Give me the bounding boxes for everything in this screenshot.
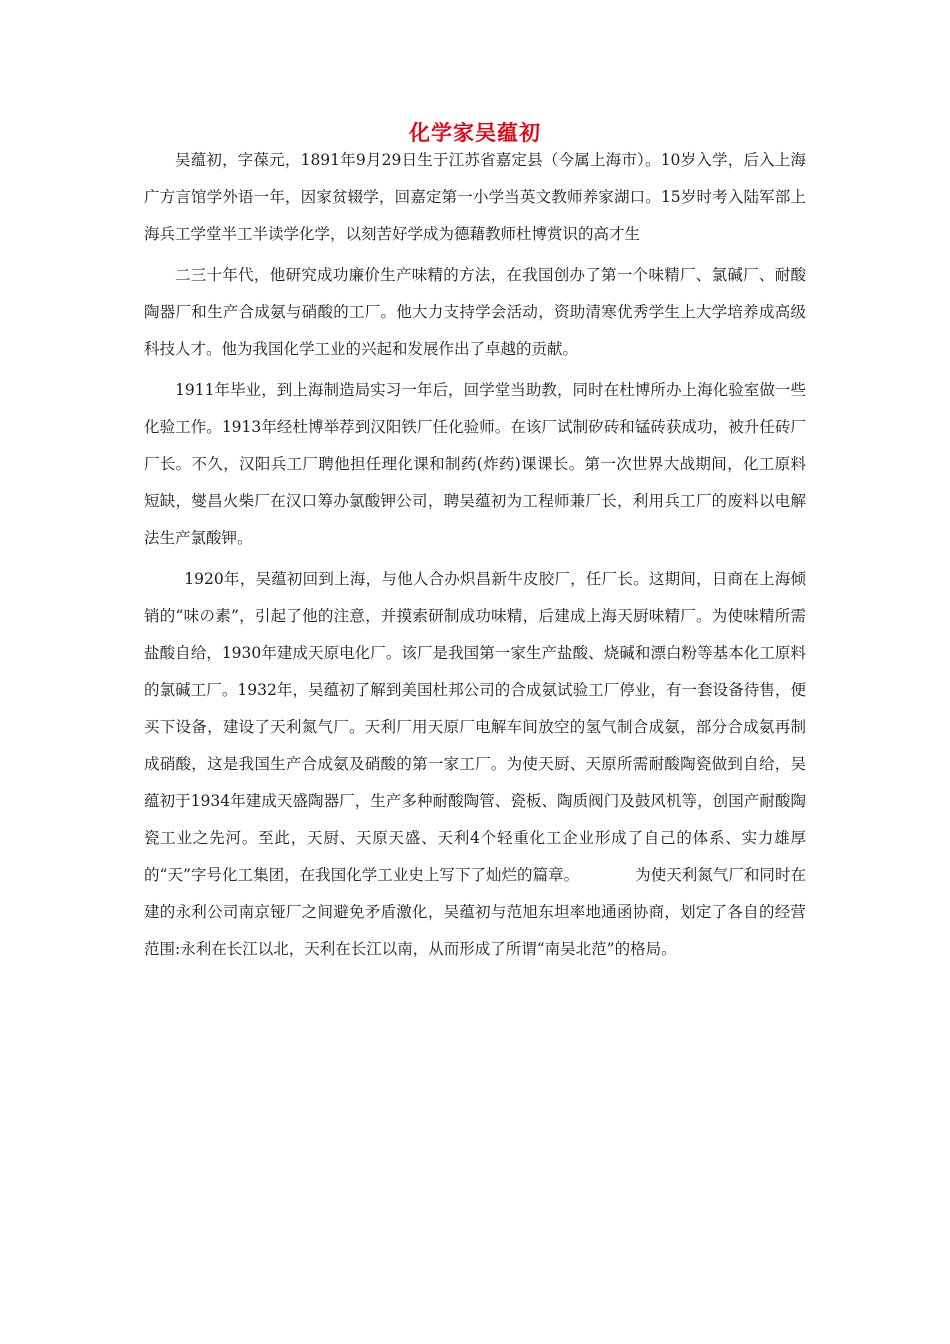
paragraph-early-life: 吴蕴初，字葆元，1891年9月29日生于江苏省嘉定县（今属上海市）。10岁入学，后入上海广方言馆学外语一年，因家贫辍学，回嘉定第一小学当英文教师养家湖口。15岁时考入陆军部上海兵工学堂半工半读学化学，以刻苦好学成为德藉教师杜博赏识的高才生 <box>144 151 806 243</box>
document-page <box>144 118 806 968</box>
paragraph-career-start: 1911年毕业，到上海制造局实习一年后，回学堂当助教，同时在杜博所办上海化验室做一些化验工作。1913年经杜博举荐到汉阳铁厂任化验师。在该厂试制矽砖和锰砖获成功，被升任砖厂厂长。不久，汉阳兵工厂聘他担任理化课和制药(炸药)课课长。第一次世界大战期间，化工原料短缺，燮昌火柴厂在汉口筹办氯酸钾公司，聘吴蕴初为工程师兼厂长，利用兵工厂的废料以电解法生产氯酸钾。 <box>144 381 806 547</box>
paragraph-tian-group <box>144 561 806 968</box>
paragraph-south-wu-north-fan: 为使天利氮气厂和同时在建的永利公司南京铔厂之间避免矛盾激化，吴蕴初与范旭东坦率地通函协商，划定了各自的经营范围:永利在长江以北，天利在长江以南，从而形成了所谓“南吴北范”的格局。 <box>144 866 806 958</box>
paragraph-achievements: 二三十年代，他研究成功廉价生产味精的方法，在我国创办了第一个味精厂、氯碱厂、耐酸陶器厂和生产合成氨与硝酸的工厂。他大力支持学会活动，资助清寒优秀学生上大学培养成高级科技人才。他为我国化学工业的兴起和发展作出了卓越的贡献。 <box>144 266 806 358</box>
document-title: 化学家吴蕴初 <box>409 121 541 145</box>
paragraph-tian-group-text: 1920年，吴蕴初回到上海，与他人合办炽昌新牛皮胶厂，任厂长。这期间，日商在上海倾销的“味の素”，引起了他的注意，并摸索研制成功味精，后建成上海天厨味精厂。为使味精所需盐酸自给，1930年建成天原电化厂。该厂是我国第一家生产盐酸、烧碱和漂白粉等基本化工原料的氯碱工厂。1932年，吴蕴初了解到美国杜邦公司的合成氨试验工厂停业，有一套设备待售，便买下设备，建设了天利氮气厂。天利厂用天原厂电解车间放空的氢气制合成氨，部分合成氨再制成硝酸，这是我国生产合成氨及硝酸的第一家工厂。为使天厨、天原所需耐酸陶瓷做到自给，吴蕴初于1934年建成天盛陶器厂，生产多种耐酸陶管、瓷板、陶质阀门及鼓风机等，创国产耐酸陶瓷工业之先河。至此，天厨、天原天盛、天利4个轻重化工企业形成了自己的体系、实力雄厚的“天”字号化工集团，在我国化学工业史上写下了灿烂的篇章。 <box>144 570 806 884</box>
